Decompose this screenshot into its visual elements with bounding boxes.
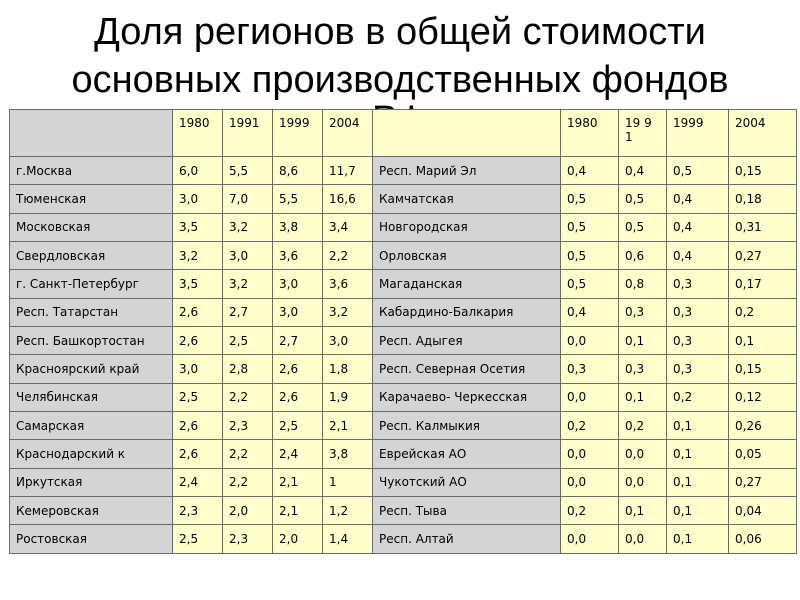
value-cell: 0,12 <box>729 383 797 411</box>
region-name-cell: Орловская <box>373 242 561 270</box>
table-row <box>10 185 797 213</box>
region-name-cell: Респ. Северная Осетия <box>373 355 561 383</box>
region-name-cell: Камчатская <box>373 185 561 213</box>
region-name-cell: Московская <box>10 213 173 241</box>
table-row <box>10 412 797 440</box>
value-cell: 0,3 <box>561 355 619 383</box>
table-row <box>10 242 797 270</box>
region-name-cell: Карачаево- Черкесская <box>373 383 561 411</box>
value-cell: 3,0 <box>223 242 273 270</box>
value-cell: 0,0 <box>561 440 619 468</box>
title-line-2: основных производственных фондов <box>71 59 729 101</box>
region-name-cell: Еврейская АО <box>373 440 561 468</box>
slide-title <box>0 8 800 104</box>
value-cell: 3,5 <box>173 213 223 241</box>
value-cell: 0,06 <box>729 525 797 554</box>
value-cell: 3,0 <box>273 298 323 326</box>
value-cell: 0,5 <box>561 242 619 270</box>
table-row <box>10 355 797 383</box>
region-name-cell: г. Санкт-Петербург <box>10 270 173 298</box>
header-cell: 1991 <box>223 110 273 157</box>
value-cell: 0,2 <box>561 497 619 525</box>
value-cell: 3,5 <box>173 270 223 298</box>
table-row <box>10 213 797 241</box>
value-cell: 2,5 <box>273 412 323 440</box>
table-row <box>10 468 797 496</box>
value-cell: 0,1 <box>667 468 729 496</box>
value-cell: 2,6 <box>173 412 223 440</box>
value-cell: 3,0 <box>173 355 223 383</box>
value-cell: 0,2 <box>619 412 667 440</box>
header-cell: 1980 <box>173 110 223 157</box>
region-name-cell: Челябинская <box>10 383 173 411</box>
value-cell: 0,0 <box>619 440 667 468</box>
value-cell: 0,0 <box>619 468 667 496</box>
value-cell: 0,5 <box>561 213 619 241</box>
value-cell: 0,0 <box>561 525 619 554</box>
value-cell: 0,4 <box>667 242 729 270</box>
region-name-cell: Кабардино-Балкария <box>373 298 561 326</box>
value-cell: 0,5 <box>561 270 619 298</box>
value-cell: 0,2 <box>729 298 797 326</box>
region-name-cell: Новгородская <box>373 213 561 241</box>
header-cell: 1999 <box>667 110 729 157</box>
value-cell: 0,15 <box>729 157 797 185</box>
value-cell: 0,1 <box>667 525 729 554</box>
region-name-cell: Респ. Тыва <box>373 497 561 525</box>
value-cell: 3,0 <box>173 185 223 213</box>
header-cell <box>10 110 173 157</box>
value-cell: 8,6 <box>273 157 323 185</box>
value-cell: 1,8 <box>323 355 373 383</box>
region-name-cell: Респ. Марий Эл <box>373 157 561 185</box>
region-name-cell: Чукотский АО <box>373 468 561 496</box>
region-name-cell: Магаданская <box>373 270 561 298</box>
value-cell: 2,6 <box>173 327 223 355</box>
value-cell: 2,3 <box>173 497 223 525</box>
region-name-cell: г.Москва <box>10 157 173 185</box>
value-cell: 0,0 <box>561 327 619 355</box>
value-cell: 16,6 <box>323 185 373 213</box>
value-cell: 0,04 <box>729 497 797 525</box>
value-cell: 0,05 <box>729 440 797 468</box>
value-cell: 2,7 <box>223 298 273 326</box>
table-row <box>10 327 797 355</box>
value-cell: 6,0 <box>173 157 223 185</box>
value-cell: 2,0 <box>223 497 273 525</box>
value-cell: 0,31 <box>729 213 797 241</box>
table-row <box>10 383 797 411</box>
value-cell: 0,2 <box>561 412 619 440</box>
value-cell: 3,4 <box>323 213 373 241</box>
value-cell: 2,4 <box>273 440 323 468</box>
value-cell: 0,0 <box>619 525 667 554</box>
value-cell: 1,4 <box>323 525 373 554</box>
value-cell: 0,3 <box>667 298 729 326</box>
region-name-cell: Краснодарский к <box>10 440 173 468</box>
value-cell: 0,1 <box>667 497 729 525</box>
value-cell: 0,5 <box>619 185 667 213</box>
value-cell: 0,15 <box>729 355 797 383</box>
value-cell: 0,3 <box>667 355 729 383</box>
value-cell: 3,0 <box>323 327 373 355</box>
region-name-cell: Ростовская <box>10 525 173 554</box>
value-cell: 2,2 <box>323 242 373 270</box>
value-cell: 2,3 <box>223 412 273 440</box>
value-cell: 0,5 <box>619 213 667 241</box>
table-header-row <box>10 110 797 157</box>
value-cell: 0,3 <box>619 355 667 383</box>
header-cell <box>373 110 561 157</box>
value-cell: 1,9 <box>323 383 373 411</box>
value-cell: 0,18 <box>729 185 797 213</box>
value-cell: 0,0 <box>561 468 619 496</box>
header-cell: 19 9 1 <box>619 110 667 157</box>
value-cell: 5,5 <box>223 157 273 185</box>
region-name-cell: Респ. Татарстан <box>10 298 173 326</box>
value-cell: 0,27 <box>729 468 797 496</box>
region-name-cell: Самарская <box>10 412 173 440</box>
value-cell: 3,2 <box>223 213 273 241</box>
table-row <box>10 497 797 525</box>
value-cell: 5,5 <box>273 185 323 213</box>
region-name-cell: Красноярский край <box>10 355 173 383</box>
value-cell: 0,3 <box>667 327 729 355</box>
value-cell: 0,1 <box>667 412 729 440</box>
value-cell: 0,27 <box>729 242 797 270</box>
region-name-cell: Иркутская <box>10 468 173 496</box>
regions-table <box>9 109 797 554</box>
table-row <box>10 525 797 554</box>
value-cell: 0,1 <box>667 440 729 468</box>
value-cell: 2,0 <box>273 525 323 554</box>
value-cell: 0,4 <box>667 213 729 241</box>
header-cell: 2004 <box>323 110 373 157</box>
value-cell: 0,0 <box>561 383 619 411</box>
value-cell: 1 <box>323 468 373 496</box>
value-cell: 0,2 <box>667 383 729 411</box>
header-cell: 1980 <box>561 110 619 157</box>
value-cell: 0,26 <box>729 412 797 440</box>
value-cell: 3,2 <box>223 270 273 298</box>
region-name-cell: Кемеровская <box>10 497 173 525</box>
value-cell: 2,6 <box>273 355 323 383</box>
value-cell: 0,5 <box>667 157 729 185</box>
table-body <box>10 157 797 554</box>
value-cell: 2,1 <box>323 412 373 440</box>
value-cell: 2,2 <box>223 440 273 468</box>
value-cell: 2,5 <box>223 327 273 355</box>
value-cell: 0,5 <box>561 185 619 213</box>
value-cell: 2,6 <box>273 383 323 411</box>
value-cell: 3,6 <box>273 242 323 270</box>
value-cell: 2,1 <box>273 468 323 496</box>
value-cell: 0,4 <box>561 157 619 185</box>
value-cell: 3,2 <box>323 298 373 326</box>
value-cell: 3,0 <box>273 270 323 298</box>
value-cell: 3,6 <box>323 270 373 298</box>
value-cell: 2,5 <box>173 525 223 554</box>
region-name-cell: Респ. Адыгея <box>373 327 561 355</box>
value-cell: 2,7 <box>273 327 323 355</box>
value-cell: 0,3 <box>619 298 667 326</box>
value-cell: 3,8 <box>273 213 323 241</box>
value-cell: 0,1 <box>619 327 667 355</box>
value-cell: 2,2 <box>223 383 273 411</box>
region-name-cell: Респ. Калмыкия <box>373 412 561 440</box>
value-cell: 2,6 <box>173 440 223 468</box>
value-cell: 2,4 <box>173 468 223 496</box>
value-cell: 3,2 <box>173 242 223 270</box>
table-row <box>10 440 797 468</box>
value-cell: 0,1 <box>619 497 667 525</box>
value-cell: 1,2 <box>323 497 373 525</box>
title-line-1: Доля регионов в общей стоимости <box>94 11 706 53</box>
table-row <box>10 157 797 185</box>
table-row <box>10 270 797 298</box>
value-cell: 0,8 <box>619 270 667 298</box>
value-cell: 11,7 <box>323 157 373 185</box>
value-cell: 2,1 <box>273 497 323 525</box>
value-cell: 2,8 <box>223 355 273 383</box>
region-name-cell: Респ. Алтай <box>373 525 561 554</box>
region-name-cell: Тюменская <box>10 185 173 213</box>
value-cell: 0,1 <box>729 327 797 355</box>
value-cell: 0,4 <box>619 157 667 185</box>
region-name-cell: Респ. Башкортостан <box>10 327 173 355</box>
value-cell: 2,6 <box>173 298 223 326</box>
value-cell: 3,8 <box>323 440 373 468</box>
value-cell: 0,3 <box>667 270 729 298</box>
value-cell: 0,1 <box>619 383 667 411</box>
value-cell: 7,0 <box>223 185 273 213</box>
header-cell: 2004 <box>729 110 797 157</box>
region-name-cell: Свердловская <box>10 242 173 270</box>
value-cell: 0,6 <box>619 242 667 270</box>
value-cell: 0,17 <box>729 270 797 298</box>
value-cell: 2,5 <box>173 383 223 411</box>
value-cell: 2,3 <box>223 525 273 554</box>
value-cell: 2,2 <box>223 468 273 496</box>
value-cell: 0,4 <box>667 185 729 213</box>
table-row <box>10 298 797 326</box>
header-cell: 1999 <box>273 110 323 157</box>
value-cell: 0,4 <box>561 298 619 326</box>
